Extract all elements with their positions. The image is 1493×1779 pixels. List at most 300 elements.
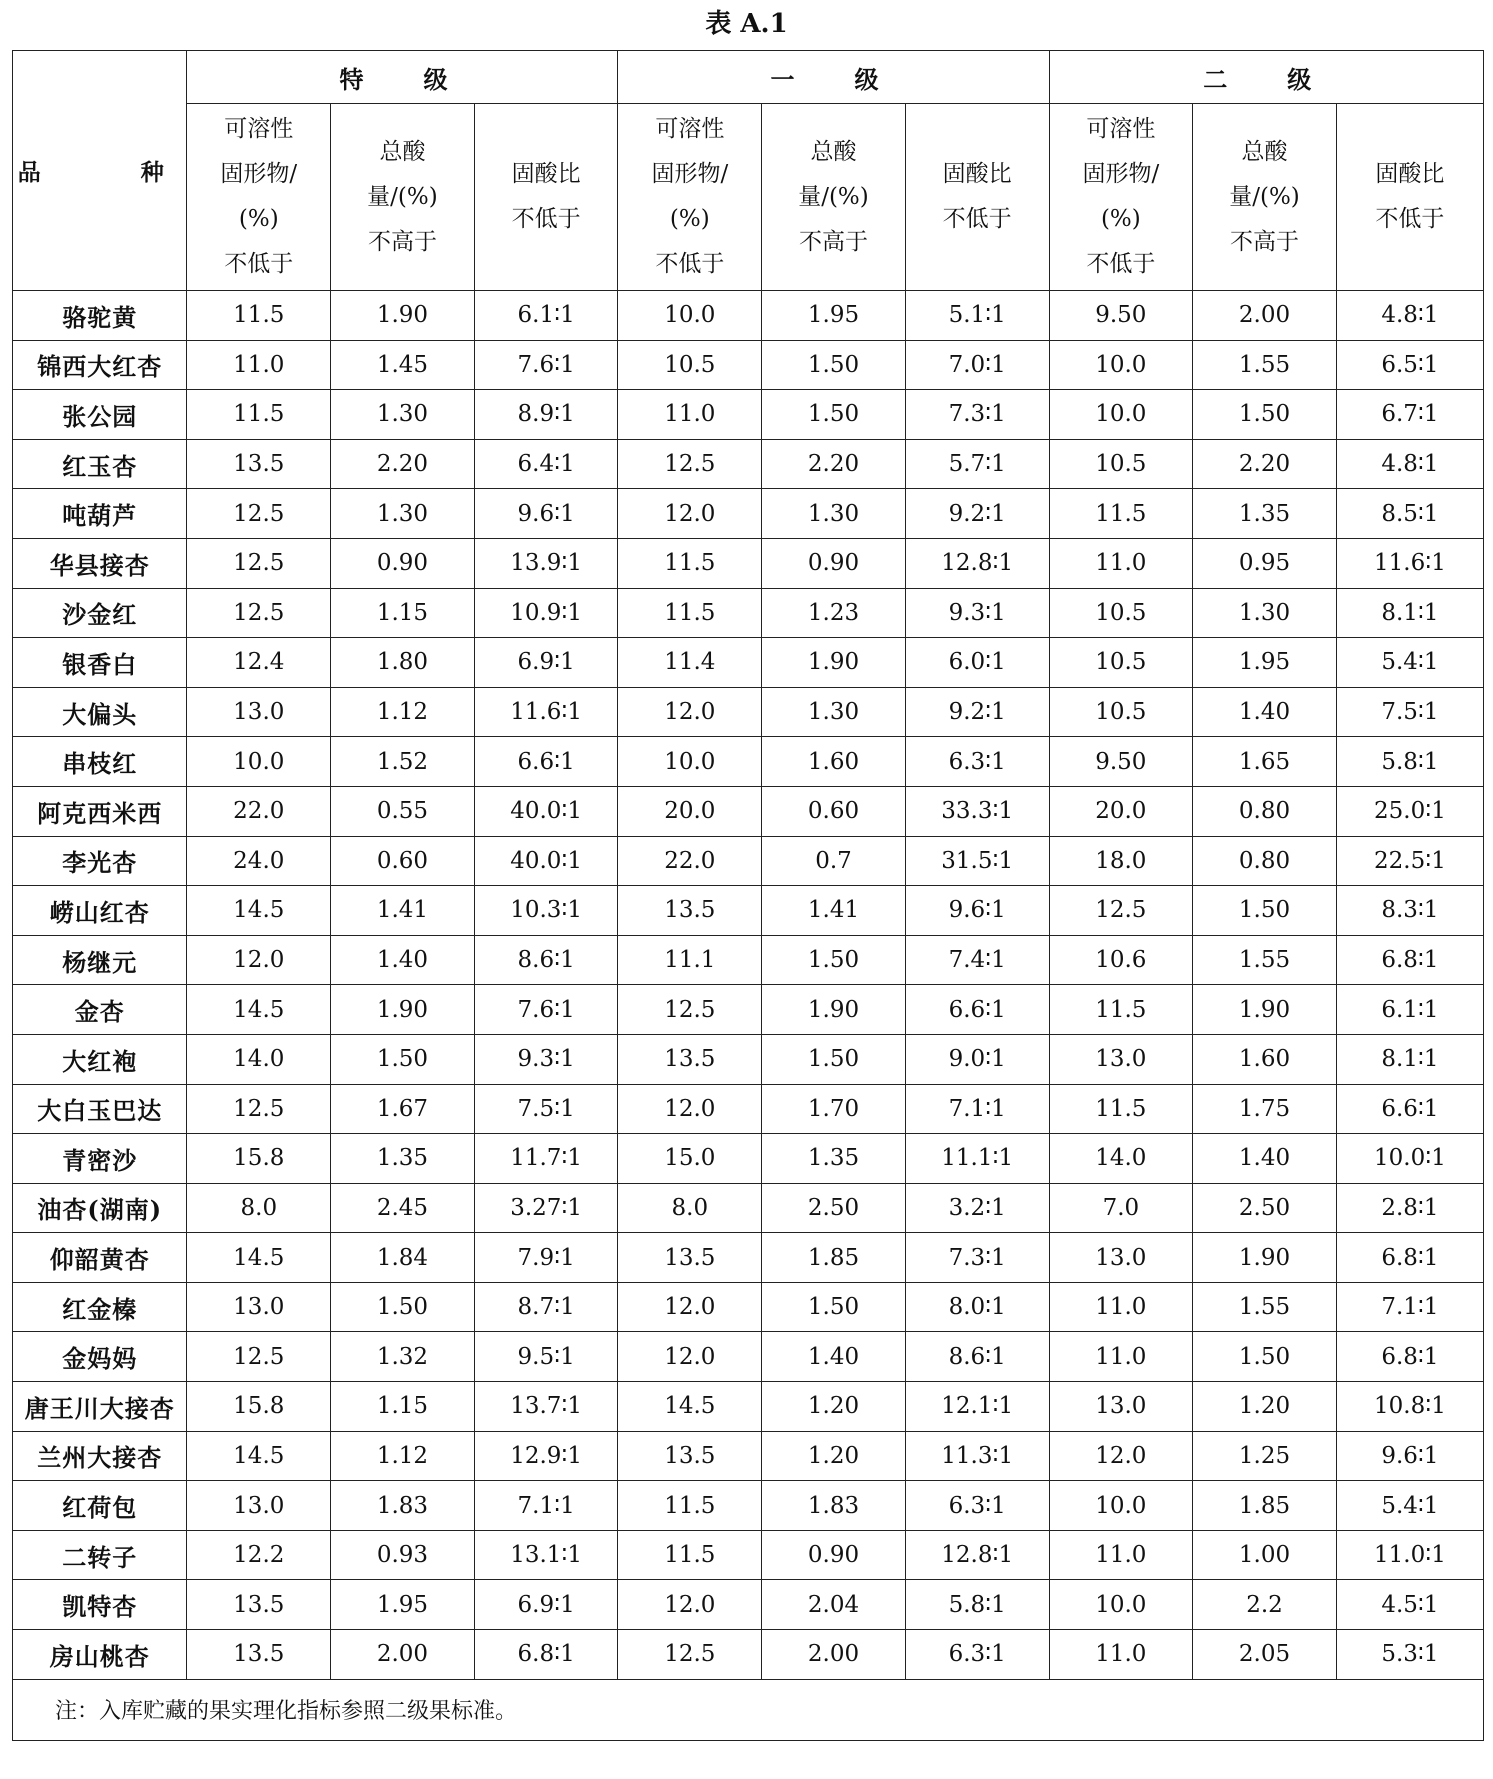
value-cell: 10.8∶1 — [1336, 1382, 1483, 1432]
value-cell: 8.1∶1 — [1336, 588, 1483, 638]
value-cell: 10.0∶1 — [1336, 1134, 1483, 1184]
value-cell: 2.45 — [331, 1183, 475, 1233]
value-cell: 1.84 — [331, 1233, 475, 1283]
variety-header: 品 种 — [13, 51, 187, 291]
value-cell: 6.6∶1 — [1336, 1084, 1483, 1134]
value-cell: 7.0∶1 — [905, 340, 1049, 390]
value-cell: 2.20 — [762, 439, 906, 489]
value-cell: 22.0 — [618, 836, 762, 886]
table-row — [13, 1382, 1484, 1432]
value-cell: 15.8 — [187, 1134, 331, 1184]
value-cell: 13.0 — [187, 687, 331, 737]
value-cell: 2.8∶1 — [1336, 1183, 1483, 1233]
value-cell: 0.93 — [331, 1530, 475, 1580]
table-row — [13, 836, 1484, 886]
value-cell: 1.45 — [331, 340, 475, 390]
value-cell: 1.85 — [762, 1233, 906, 1283]
value-cell: 40.0∶1 — [474, 786, 618, 836]
table-row — [13, 588, 1484, 638]
value-cell: 8.3∶1 — [1336, 886, 1483, 936]
value-cell: 12.5 — [618, 985, 762, 1035]
value-cell: 11.4 — [618, 638, 762, 688]
value-cell: 6.8∶1 — [474, 1630, 618, 1680]
value-cell: 1.50 — [762, 935, 906, 985]
value-cell: 5.1∶1 — [905, 291, 1049, 341]
value-cell: 6.3∶1 — [905, 737, 1049, 787]
value-cell: 1.85 — [1193, 1481, 1337, 1531]
subheader-total-acid: 总酸 量/(%) 不高于 — [1193, 104, 1337, 291]
value-cell: 9.5∶1 — [474, 1332, 618, 1382]
value-cell: 12.9∶1 — [474, 1431, 618, 1481]
value-cell: 1.67 — [331, 1084, 475, 1134]
value-cell: 13.0 — [187, 1282, 331, 1332]
subheader-solid-acid-ratio: 固酸比 不低于 — [1336, 104, 1483, 291]
value-cell: 14.5 — [187, 1431, 331, 1481]
value-cell: 14.0 — [1049, 1134, 1193, 1184]
variety-name-cell: 杨继元 — [13, 935, 187, 985]
value-cell: 2.05 — [1193, 1630, 1337, 1680]
table-row — [13, 1332, 1484, 1382]
value-cell: 15.8 — [187, 1382, 331, 1432]
value-cell: 13.0 — [187, 1481, 331, 1531]
value-cell: 1.90 — [762, 985, 906, 1035]
value-cell: 0.95 — [1193, 538, 1337, 588]
table-row — [13, 340, 1484, 390]
value-cell: 1.30 — [331, 489, 475, 539]
variety-name-cell: 串枝红 — [13, 737, 187, 787]
value-cell: 2.04 — [762, 1580, 906, 1630]
grade-header-second: 二 级 — [1049, 51, 1483, 104]
value-cell: 15.0 — [618, 1134, 762, 1184]
value-cell: 7.0 — [1049, 1183, 1193, 1233]
value-cell: 2.20 — [1193, 439, 1337, 489]
value-cell: 11.3∶1 — [905, 1431, 1049, 1481]
value-cell: 1.20 — [762, 1431, 906, 1481]
value-cell: 31.5∶1 — [905, 836, 1049, 886]
value-cell: 1.90 — [1193, 985, 1337, 1035]
value-cell: 1.60 — [1193, 1034, 1337, 1084]
value-cell: 13.5 — [618, 1431, 762, 1481]
value-cell: 9.3∶1 — [474, 1034, 618, 1084]
value-cell: 1.80 — [331, 638, 475, 688]
value-cell: 1.12 — [331, 687, 475, 737]
value-cell: 10.0 — [1049, 390, 1193, 440]
value-cell: 1.50 — [1193, 1332, 1337, 1382]
value-cell: 33.3∶1 — [905, 786, 1049, 836]
value-cell: 12.5 — [187, 1084, 331, 1134]
value-cell: 12.0 — [618, 1282, 762, 1332]
value-cell: 2.20 — [331, 439, 475, 489]
value-cell: 1.55 — [1193, 1282, 1337, 1332]
value-cell: 1.23 — [762, 588, 906, 638]
variety-name-cell: 红荷包 — [13, 1481, 187, 1531]
value-cell: 12.0 — [1049, 1431, 1193, 1481]
variety-name-cell: 张公园 — [13, 390, 187, 440]
value-cell: 12.5 — [1049, 886, 1193, 936]
value-cell: 6.8∶1 — [1336, 935, 1483, 985]
table-row — [13, 1580, 1484, 1630]
value-cell: 12.5 — [187, 538, 331, 588]
subheader-soluble-solids: 可溶性 固形物/ (%) 不低于 — [187, 104, 331, 291]
variety-name-cell: 青密沙 — [13, 1134, 187, 1184]
value-cell: 12.5 — [187, 588, 331, 638]
variety-name-cell: 骆驼黄 — [13, 291, 187, 341]
value-cell: 22.5∶1 — [1336, 836, 1483, 886]
value-cell: 1.32 — [331, 1332, 475, 1382]
value-cell: 12.5 — [618, 439, 762, 489]
value-cell: 10.5 — [1049, 439, 1193, 489]
value-cell: 6.9∶1 — [474, 638, 618, 688]
value-cell: 13.5 — [187, 439, 331, 489]
value-cell: 11.0 — [1049, 1630, 1193, 1680]
value-cell: 1.50 — [762, 390, 906, 440]
value-cell: 0.80 — [1193, 836, 1337, 886]
value-cell: 25.0∶1 — [1336, 786, 1483, 836]
subheader-soluble-solids: 可溶性 固形物/ (%) 不低于 — [618, 104, 762, 291]
value-cell: 1.90 — [331, 291, 475, 341]
subheader-total-acid: 总酸 量/(%) 不高于 — [331, 104, 475, 291]
value-cell: 4.8∶1 — [1336, 291, 1483, 341]
value-cell: 7.6∶1 — [474, 985, 618, 1035]
variety-name-cell: 李光杏 — [13, 836, 187, 886]
value-cell: 6.3∶1 — [905, 1630, 1049, 1680]
value-cell: 6.9∶1 — [474, 1580, 618, 1630]
table-row — [13, 935, 1484, 985]
value-cell: 6.1∶1 — [474, 291, 618, 341]
value-cell: 9.2∶1 — [905, 489, 1049, 539]
grade-header-first: 一 级 — [618, 51, 1049, 104]
table-body — [13, 291, 1484, 1680]
value-cell: 1.35 — [1193, 489, 1337, 539]
value-cell: 13.5 — [187, 1580, 331, 1630]
variety-name-cell: 金妈妈 — [13, 1332, 187, 1382]
table-row — [13, 687, 1484, 737]
value-cell: 12.2 — [187, 1530, 331, 1580]
value-cell: 14.0 — [187, 1034, 331, 1084]
value-cell: 10.5 — [1049, 588, 1193, 638]
value-cell: 1.50 — [1193, 886, 1337, 936]
data-table — [12, 50, 1484, 1741]
value-cell: 1.83 — [762, 1481, 906, 1531]
value-cell: 13.0 — [1049, 1382, 1193, 1432]
value-cell: 7.4∶1 — [905, 935, 1049, 985]
value-cell: 12.8∶1 — [905, 1530, 1049, 1580]
value-cell: 2.00 — [1193, 291, 1337, 341]
value-cell: 1.60 — [762, 737, 906, 787]
value-cell: 1.00 — [1193, 1530, 1337, 1580]
value-cell: 11.0 — [618, 390, 762, 440]
value-cell: 12.1∶1 — [905, 1382, 1049, 1432]
value-cell: 7.6∶1 — [474, 340, 618, 390]
value-cell: 1.70 — [762, 1084, 906, 1134]
value-cell: 24.0 — [187, 836, 331, 886]
value-cell: 1.90 — [762, 638, 906, 688]
value-cell: 10.0 — [1049, 1481, 1193, 1531]
value-cell: 1.41 — [331, 886, 475, 936]
value-cell: 9.3∶1 — [905, 588, 1049, 638]
value-cell: 5.8∶1 — [905, 1580, 1049, 1630]
value-cell: 1.50 — [762, 1034, 906, 1084]
table-note: 注：入库贮藏的果实理化指标参照二级果标准。 — [13, 1679, 1484, 1740]
value-cell: 8.9∶1 — [474, 390, 618, 440]
value-cell: 11.7∶1 — [474, 1134, 618, 1184]
subheader-total-acid: 总酸 量/(%) 不高于 — [762, 104, 906, 291]
value-cell: 14.5 — [187, 985, 331, 1035]
table-title: 表 A.1 — [705, 9, 788, 39]
value-cell: 1.30 — [331, 390, 475, 440]
value-cell: 0.60 — [331, 836, 475, 886]
value-cell: 8.0∶1 — [905, 1282, 1049, 1332]
value-cell: 7.1∶1 — [474, 1481, 618, 1531]
value-cell: 6.1∶1 — [1336, 985, 1483, 1035]
value-cell: 10.5 — [1049, 638, 1193, 688]
value-cell: 11.5 — [1049, 489, 1193, 539]
value-cell: 1.50 — [1193, 390, 1337, 440]
value-cell: 11.0∶1 — [1336, 1530, 1483, 1580]
value-cell: 1.30 — [762, 687, 906, 737]
value-cell: 7.5∶1 — [474, 1084, 618, 1134]
value-cell: 11.0 — [1049, 538, 1193, 588]
value-cell: 8.0 — [187, 1183, 331, 1233]
value-cell: 12.0 — [187, 935, 331, 985]
variety-name-cell: 吨葫芦 — [13, 489, 187, 539]
value-cell: 12.5 — [187, 1332, 331, 1382]
value-cell: 10.0 — [618, 737, 762, 787]
value-cell: 13.5 — [618, 886, 762, 936]
value-cell: 6.6∶1 — [474, 737, 618, 787]
variety-name-cell: 华县接杏 — [13, 538, 187, 588]
subheader-solid-acid-ratio: 固酸比 不低于 — [474, 104, 618, 291]
table-row — [13, 489, 1484, 539]
value-cell: 10.5 — [618, 340, 762, 390]
value-cell: 2.50 — [762, 1183, 906, 1233]
value-cell: 1.50 — [762, 340, 906, 390]
value-cell: 11.1 — [618, 935, 762, 985]
value-cell: 1.15 — [331, 1382, 475, 1432]
value-cell: 6.4∶1 — [474, 439, 618, 489]
value-cell: 1.20 — [762, 1382, 906, 1432]
value-cell: 11.5 — [618, 588, 762, 638]
value-cell: 10.9∶1 — [474, 588, 618, 638]
value-cell: 22.0 — [187, 786, 331, 836]
value-cell: 13.9∶1 — [474, 538, 618, 588]
value-cell: 5.3∶1 — [1336, 1630, 1483, 1680]
value-cell: 6.6∶1 — [905, 985, 1049, 1035]
value-cell: 7.9∶1 — [474, 1233, 618, 1283]
value-cell: 11.0 — [1049, 1332, 1193, 1382]
value-cell: 1.12 — [331, 1431, 475, 1481]
value-cell: 11.5 — [1049, 985, 1193, 1035]
value-cell: 8.7∶1 — [474, 1282, 618, 1332]
value-cell: 7.1∶1 — [1336, 1282, 1483, 1332]
value-cell: 13.5 — [187, 1630, 331, 1680]
value-cell: 6.8∶1 — [1336, 1233, 1483, 1283]
table-row — [13, 1481, 1484, 1531]
value-cell: 1.25 — [1193, 1431, 1337, 1481]
value-cell: 1.75 — [1193, 1084, 1337, 1134]
value-cell: 11.1∶1 — [905, 1134, 1049, 1184]
value-cell: 40.0∶1 — [474, 836, 618, 886]
table-row — [13, 1282, 1484, 1332]
table-row — [13, 1183, 1484, 1233]
variety-name-cell: 红玉杏 — [13, 439, 187, 489]
value-cell: 1.83 — [331, 1481, 475, 1531]
value-cell: 5.7∶1 — [905, 439, 1049, 489]
value-cell: 11.0 — [1049, 1530, 1193, 1580]
variety-name-cell: 仰韶黄杏 — [13, 1233, 187, 1283]
value-cell: 5.8∶1 — [1336, 737, 1483, 787]
variety-name-cell: 金杏 — [13, 985, 187, 1035]
value-cell: 13.0 — [1049, 1034, 1193, 1084]
value-cell: 9.50 — [1049, 737, 1193, 787]
value-cell: 1.40 — [1193, 1134, 1337, 1184]
value-cell: 9.2∶1 — [905, 687, 1049, 737]
value-cell: 9.6∶1 — [905, 886, 1049, 936]
value-cell: 12.4 — [187, 638, 331, 688]
value-cell: 10.0 — [1049, 340, 1193, 390]
value-cell: 2.2 — [1193, 1580, 1337, 1630]
value-cell: 2.00 — [331, 1630, 475, 1680]
value-cell: 0.55 — [331, 786, 475, 836]
value-cell: 13.1∶1 — [474, 1530, 618, 1580]
value-cell: 11.5 — [618, 1530, 762, 1580]
value-cell: 8.1∶1 — [1336, 1034, 1483, 1084]
value-cell: 11.0 — [1049, 1282, 1193, 1332]
value-cell: 1.95 — [1193, 638, 1337, 688]
table-row — [13, 1134, 1484, 1184]
table-row — [13, 1084, 1484, 1134]
table-row — [13, 638, 1484, 688]
value-cell: 5.4∶1 — [1336, 1481, 1483, 1531]
variety-name-cell: 锦西大红杏 — [13, 340, 187, 390]
variety-name-cell: 油杏(湖南) — [13, 1183, 187, 1233]
value-cell: 12.0 — [618, 489, 762, 539]
value-cell: 6.8∶1 — [1336, 1332, 1483, 1382]
table-row — [13, 1233, 1484, 1283]
table-row — [13, 1630, 1484, 1680]
value-cell: 12.5 — [187, 489, 331, 539]
value-cell: 1.50 — [331, 1282, 475, 1332]
value-cell: 8.0 — [618, 1183, 762, 1233]
value-cell: 10.0 — [187, 737, 331, 787]
value-cell: 18.0 — [1049, 836, 1193, 886]
value-cell: 1.40 — [762, 1332, 906, 1382]
value-cell: 11.5 — [1049, 1084, 1193, 1134]
value-cell: 2.50 — [1193, 1183, 1337, 1233]
value-cell: 1.50 — [331, 1034, 475, 1084]
value-cell: 1.65 — [1193, 737, 1337, 787]
table-row — [13, 291, 1484, 341]
value-cell: 1.30 — [1193, 588, 1337, 638]
value-cell: 14.5 — [618, 1382, 762, 1432]
value-cell: 10.0 — [1049, 1580, 1193, 1630]
value-cell: 0.7 — [762, 836, 906, 886]
value-cell: 11.5 — [618, 538, 762, 588]
variety-name-cell: 大偏头 — [13, 687, 187, 737]
variety-name-cell: 房山桃杏 — [13, 1630, 187, 1680]
value-cell: 12.5 — [618, 1630, 762, 1680]
value-cell: 1.95 — [762, 291, 906, 341]
variety-name-cell: 大红袍 — [13, 1034, 187, 1084]
value-cell: 1.55 — [1193, 935, 1337, 985]
value-cell: 0.90 — [762, 1530, 906, 1580]
value-cell: 11.5 — [618, 1481, 762, 1531]
value-cell: 12.0 — [618, 1084, 762, 1134]
value-cell: 7.5∶1 — [1336, 687, 1483, 737]
value-cell: 11.5 — [187, 390, 331, 440]
value-cell: 11.6∶1 — [1336, 538, 1483, 588]
value-cell: 3.2∶1 — [905, 1183, 1049, 1233]
value-cell: 0.60 — [762, 786, 906, 836]
table-row — [13, 985, 1484, 1035]
value-cell: 9.6∶1 — [1336, 1431, 1483, 1481]
value-cell: 20.0 — [1049, 786, 1193, 836]
subheader-soluble-solids: 可溶性 固形物/ (%) 不低于 — [1049, 104, 1193, 291]
subheader-solid-acid-ratio: 固酸比 不低于 — [905, 104, 1049, 291]
value-cell: 13.5 — [618, 1034, 762, 1084]
value-cell: 1.50 — [762, 1282, 906, 1332]
value-cell: 11.6∶1 — [474, 687, 618, 737]
variety-name-cell: 唐王川大接杏 — [13, 1382, 187, 1432]
value-cell: 1.41 — [762, 886, 906, 936]
variety-name-cell: 沙金红 — [13, 588, 187, 638]
value-cell: 8.6∶1 — [905, 1332, 1049, 1382]
value-cell: 1.95 — [331, 1580, 475, 1630]
value-cell: 12.0 — [618, 1332, 762, 1382]
value-cell: 1.20 — [1193, 1382, 1337, 1432]
value-cell: 1.90 — [331, 985, 475, 1035]
value-cell: 10.0 — [618, 291, 762, 341]
variety-name-cell: 大白玉巴达 — [13, 1084, 187, 1134]
variety-name-cell: 凯特杏 — [13, 1580, 187, 1630]
value-cell: 7.1∶1 — [905, 1084, 1049, 1134]
value-cell: 10.3∶1 — [474, 886, 618, 936]
variety-name-cell: 兰州大接杏 — [13, 1431, 187, 1481]
value-cell: 10.5 — [1049, 687, 1193, 737]
value-cell: 1.40 — [1193, 687, 1337, 737]
value-cell: 20.0 — [618, 786, 762, 836]
table-row — [13, 786, 1484, 836]
value-cell: 0.90 — [331, 538, 475, 588]
value-cell: 12.8∶1 — [905, 538, 1049, 588]
value-cell: 10.6 — [1049, 935, 1193, 985]
value-cell: 1.55 — [1193, 340, 1337, 390]
value-cell: 7.3∶1 — [905, 390, 1049, 440]
value-cell: 4.8∶1 — [1336, 439, 1483, 489]
value-cell: 12.0 — [618, 1580, 762, 1630]
variety-name-cell: 红金榛 — [13, 1282, 187, 1332]
grade-header-special: 特 级 — [187, 51, 618, 104]
value-cell: 1.52 — [331, 737, 475, 787]
value-cell: 3.27∶1 — [474, 1183, 618, 1233]
value-cell: 0.80 — [1193, 786, 1337, 836]
value-cell: 7.3∶1 — [905, 1233, 1049, 1283]
value-cell: 6.7∶1 — [1336, 390, 1483, 440]
value-cell: 6.0∶1 — [905, 638, 1049, 688]
value-cell: 9.0∶1 — [905, 1034, 1049, 1084]
value-cell: 1.15 — [331, 588, 475, 638]
value-cell: 13.5 — [618, 1233, 762, 1283]
table-row — [13, 1431, 1484, 1481]
value-cell: 9.50 — [1049, 291, 1193, 341]
value-cell: 6.3∶1 — [905, 1481, 1049, 1531]
variety-name-cell: 银香白 — [13, 638, 187, 688]
value-cell: 6.5∶1 — [1336, 340, 1483, 390]
value-cell: 9.6∶1 — [474, 489, 618, 539]
value-cell: 1.40 — [331, 935, 475, 985]
value-cell: 1.30 — [762, 489, 906, 539]
value-cell: 11.5 — [187, 291, 331, 341]
